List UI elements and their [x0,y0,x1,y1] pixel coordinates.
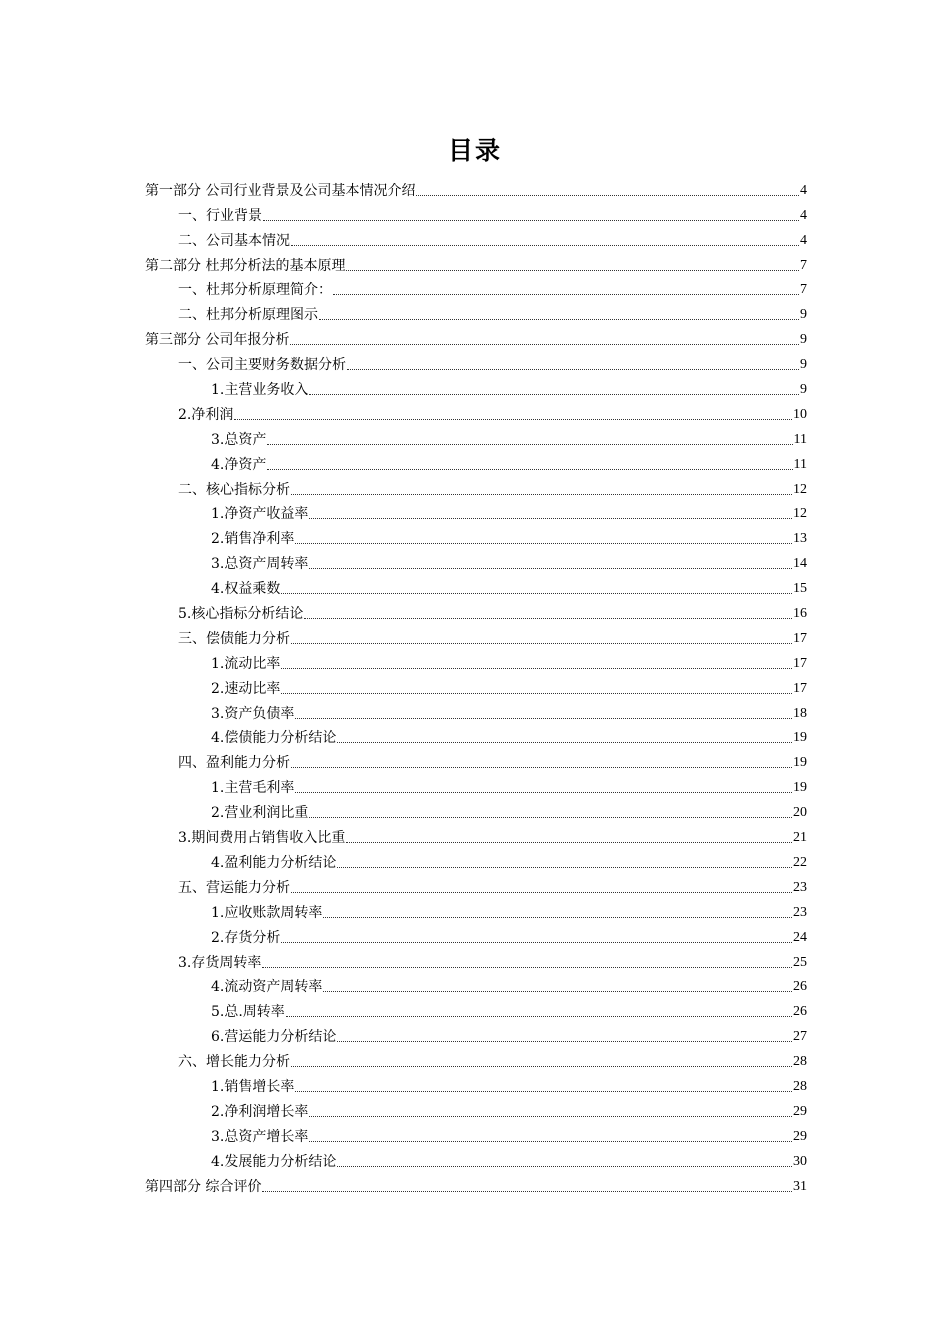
toc-entry-text: 6.营运能力分析结论 [211,1029,337,1046]
toc-entry-text: 1.销售增长率 [211,1078,295,1095]
toc-page-number: 15 [793,581,807,597]
toc-entry[interactable] [145,424,807,449]
toc-dot-leader [286,1016,792,1017]
toc-dot-leader [267,444,792,445]
toc-dot-leader [309,394,799,395]
toc-dot-leader [309,1141,792,1142]
toc-dot-leader [281,668,792,669]
toc-entry[interactable] [145,1021,807,1046]
toc-page-number: 17 [793,680,807,696]
toc-entry[interactable] [145,548,807,573]
toc-entry[interactable] [145,747,807,772]
toc-page-number: 9 [800,382,807,398]
toc-dot-leader [291,643,792,644]
toc-entry-text: 4.发展能力分析结论 [211,1153,337,1170]
toc-page-number: 23 [793,904,807,920]
toc-dot-leader [291,767,792,768]
toc-dot-leader [281,693,792,694]
toc-page-number: 24 [793,929,807,945]
toc-entry[interactable] [145,499,807,524]
toc-entry[interactable] [145,324,807,349]
toc-dot-leader [323,917,792,918]
toc-page-number: 11 [793,456,807,472]
toc-entry-text: 2.营业利润比重 [211,805,309,822]
toc-page-number: 20 [793,805,807,821]
toc-dot-leader [295,718,792,719]
toc-entry[interactable] [145,200,807,225]
toc-entry[interactable] [145,374,807,399]
toc-entry-text: 一、杜邦分析原理简介： [178,282,332,299]
toc-page-number: 30 [793,1153,807,1169]
toc-entry-text: 4.流动资产周转率 [211,979,323,996]
toc-page-number: 14 [793,556,807,572]
toc-entry[interactable] [145,1096,807,1121]
toc-entry-text: 2.速动比率 [211,680,281,697]
toc-entry-text: 一、行业背景 [178,207,262,224]
toc-entry[interactable] [145,598,807,623]
toc-entry-text: 3.存货周转率 [178,954,262,971]
toc-page-number: 22 [793,854,807,870]
toc-entry-text: 5.核心指标分析结论 [178,606,304,623]
toc-page-number: 7 [800,257,807,273]
toc-entry-text: 1.净资产收益率 [211,506,309,523]
toc-page-number: 17 [793,655,807,671]
toc-entry[interactable] [145,573,807,598]
toc-dot-leader [346,270,799,271]
toc-dot-leader [281,593,792,594]
toc-entry[interactable] [145,822,807,847]
toc-entry-text: 4.净资产 [211,456,267,473]
toc-entry[interactable] [145,872,807,897]
toc-entry-text: 5.总.周转率 [211,1004,285,1021]
toc-entry-text: 4.盈利能力分析结论 [211,854,337,871]
toc-page-number: 23 [793,879,807,895]
toc-dot-leader [267,469,792,470]
toc-entry-text: 二、杜邦分析原理图示 [178,307,318,324]
toc-entry[interactable] [145,673,807,698]
toc-dot-leader [262,967,792,968]
toc-entry-text: 1.应收账款周转率 [211,904,323,921]
toc-entry[interactable] [145,175,807,200]
toc-page-number: 31 [793,1178,807,1194]
toc-page-number: 27 [793,1029,807,1045]
toc-page-number: 25 [793,954,807,970]
toc-entry[interactable] [145,947,807,972]
toc-dot-leader [319,319,799,320]
toc-dot-leader [346,842,792,843]
toc-entry[interactable] [145,972,807,997]
toc-title: 目录 [447,136,502,165]
toc-dot-leader [262,1191,792,1192]
toc-entry[interactable] [145,1171,807,1196]
toc-entry[interactable] [145,349,807,374]
toc-page-number: 19 [793,780,807,796]
toc-entry[interactable] [145,623,807,648]
toc-page-number: 9 [800,307,807,323]
toc-page-number: 28 [793,1054,807,1070]
toc-entry[interactable] [145,225,807,250]
toc-entry[interactable] [145,1121,807,1146]
toc-entry[interactable] [145,897,807,922]
toc-entry-text: 第三部分 公司年报分析 [145,332,290,349]
toc-dot-leader [416,195,799,196]
toc-dot-leader [295,792,792,793]
toc-dot-leader [337,1041,792,1042]
toc-page-number: 28 [793,1078,807,1094]
toc-entry-text: 第一部分 公司行业背景及公司基本情况介绍 [145,182,416,199]
toc-dot-leader [263,220,799,221]
toc-entry[interactable] [145,1146,807,1171]
toc-entry-text: 1.主营毛利率 [211,780,295,797]
toc-page-number: 26 [793,979,807,995]
toc-dot-leader [337,867,792,868]
toc-page-number: 19 [793,730,807,746]
toc-dot-leader [304,618,792,619]
toc-dot-leader [333,294,799,295]
toc-entry[interactable] [145,922,807,947]
toc-entry-text: 2.销售净利率 [211,531,295,548]
toc-entry-text: 1.流动比率 [211,655,281,672]
toc-entry-text: 2.净利润 [178,406,234,423]
toc-entry-text: 3.期间费用占销售收入比重 [178,830,346,847]
toc-page-number: 18 [793,705,807,721]
toc-entry-text: 3.资产负债率 [211,705,295,722]
toc-entry[interactable] [145,275,807,300]
toc-page-number: 10 [793,406,807,422]
toc-dot-leader [291,245,799,246]
toc-entry-text: 4.偿债能力分析结论 [211,730,337,747]
toc-entry[interactable] [145,399,807,424]
toc-entry[interactable] [145,299,807,324]
toc-entry[interactable] [145,474,807,499]
toc-entry-text: 4.权益乘数 [211,581,281,598]
toc-page-number: 29 [793,1103,807,1119]
toc-page-number: 11 [793,431,807,447]
toc-dot-leader [309,817,792,818]
toc-entry[interactable] [145,847,807,872]
toc-entry-text: 3.总资产 [211,431,267,448]
toc-entry-text: 2.存货分析 [211,929,281,946]
toc-dot-leader [281,942,792,943]
toc-entry-text: 3.总资产周转率 [211,556,309,573]
toc-page-number: 21 [793,830,807,846]
toc-entry-text: 五、营运能力分析 [178,879,290,896]
toc-entry-text: 四、盈利能力分析 [178,755,290,772]
toc-entry-text: 3.总资产增长率 [211,1128,309,1145]
toc-entry-text: 二、核心指标分析 [178,481,290,498]
toc-page-number: 16 [793,606,807,622]
toc-page-number: 19 [793,755,807,771]
toc-entry[interactable] [145,723,807,748]
toc-dot-leader [323,991,792,992]
toc-entry-text: 一、公司主要财务数据分析 [178,357,346,374]
toc-entry[interactable] [145,523,807,548]
toc-entry-text: 2.净利润增长率 [211,1103,309,1120]
toc-page-number: 7 [800,282,807,298]
toc-entry-text: 三、偿债能力分析 [178,630,290,647]
toc-page-number: 13 [793,531,807,547]
toc-page-number: 12 [793,481,807,497]
toc-dot-leader [291,892,792,893]
toc-list [145,175,807,1196]
toc-dot-leader [234,419,792,420]
toc-entry[interactable] [145,1046,807,1071]
toc-entry[interactable] [145,250,807,275]
toc-dot-leader [309,568,792,569]
toc-page-number: 12 [793,506,807,522]
toc-dot-leader [309,1116,792,1117]
toc-entry[interactable] [145,698,807,723]
toc-page-number: 9 [800,357,807,373]
toc-dot-leader [337,1166,792,1167]
toc-entry-text: 第四部分 综合评价 [145,1178,262,1195]
toc-entry-text: 二、公司基本情况 [178,232,290,249]
toc-page-number: 29 [793,1128,807,1144]
toc-entry-text: 第二部分 杜邦分析法的基本原理 [145,257,346,274]
toc-page-number: 26 [793,1004,807,1020]
toc-page-number: 9 [800,332,807,348]
toc-page-number: 17 [793,630,807,646]
toc-entry[interactable] [145,797,807,822]
toc-page-number: 4 [800,232,807,248]
toc-dot-leader [295,543,792,544]
toc-entry[interactable] [145,449,807,474]
toc-dot-leader [291,1066,792,1067]
toc-dot-leader [337,742,792,743]
toc-dot-leader [290,344,799,345]
toc-page-number: 4 [800,207,807,223]
toc-dot-leader [295,1091,792,1092]
toc-page-number: 4 [800,182,807,198]
toc-entry-text: 1.主营业务收入 [211,382,309,399]
toc-entry[interactable] [145,772,807,797]
toc-entry[interactable] [145,1071,807,1096]
toc-dot-leader [309,518,792,519]
toc-entry[interactable] [145,996,807,1021]
toc-dot-leader [291,494,792,495]
toc-entry-text: 六、增长能力分析 [178,1054,290,1071]
toc-entry[interactable] [145,648,807,673]
toc-dot-leader [347,369,799,370]
